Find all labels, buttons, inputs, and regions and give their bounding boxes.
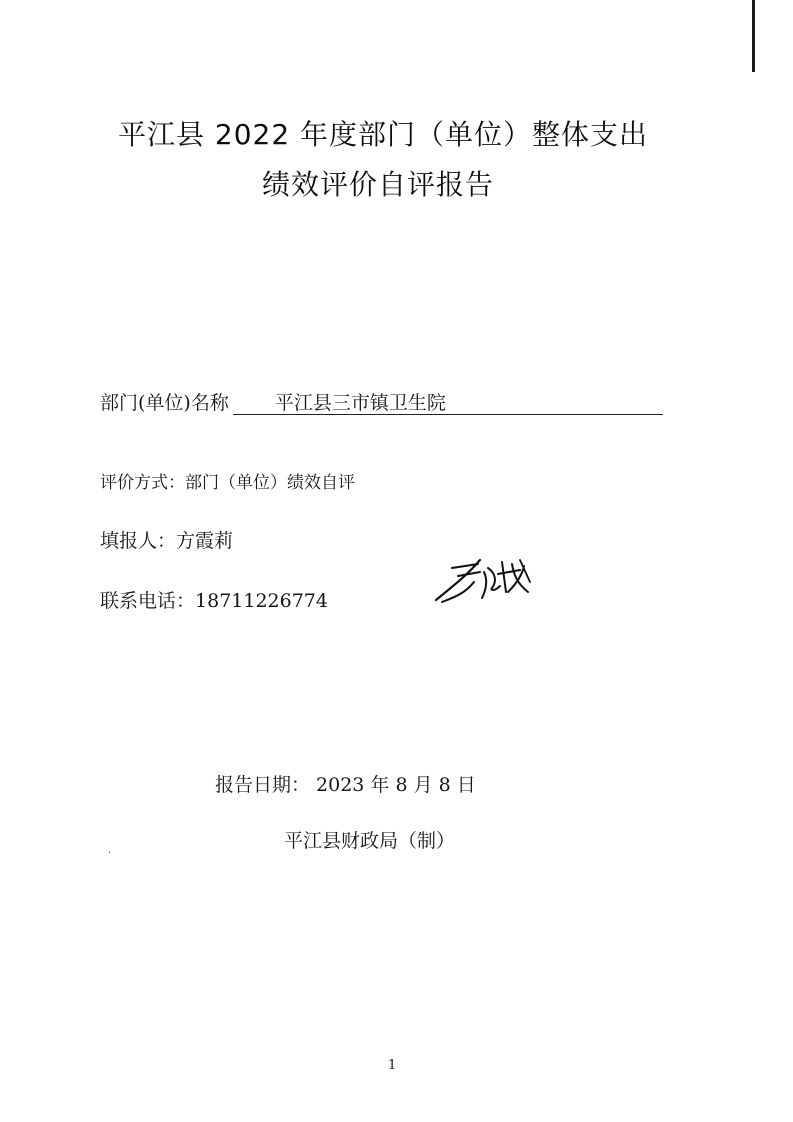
phone-label: 联系电话：: [100, 590, 196, 612]
issuer: 平江县财政局（制）: [284, 830, 456, 852]
filler-row: [100, 526, 233, 553]
phone-row: [100, 586, 328, 613]
scan-edge-line: [752, 0, 755, 72]
phone-value: 18711226774: [195, 590, 328, 612]
evaluation-method-label: 评价方式：: [100, 473, 185, 493]
department-name-value: 平江县三市镇卫生院: [233, 392, 663, 415]
evaluation-method-value: 部门（单位）绩效自评: [185, 473, 355, 493]
page-number: 1: [388, 1058, 397, 1073]
report-date: 报告日期： 2023 年 8 月 8 日: [215, 774, 476, 796]
title-line-2: 绩效评价自评报告: [262, 168, 495, 201]
department-name-row: [100, 388, 663, 415]
filler-label: 填报人：: [100, 530, 177, 552]
evaluation-method-row: [100, 468, 355, 493]
department-name-label: 部门(单位)名称: [100, 392, 229, 414]
handwritten-signature-icon: [428, 552, 538, 608]
title-line-1: 平江县 2022 年度部门（单位）整体支出: [118, 118, 649, 151]
filler-value: 方霞莉: [176, 530, 234, 552]
scan-speck: ·: [108, 848, 112, 859]
